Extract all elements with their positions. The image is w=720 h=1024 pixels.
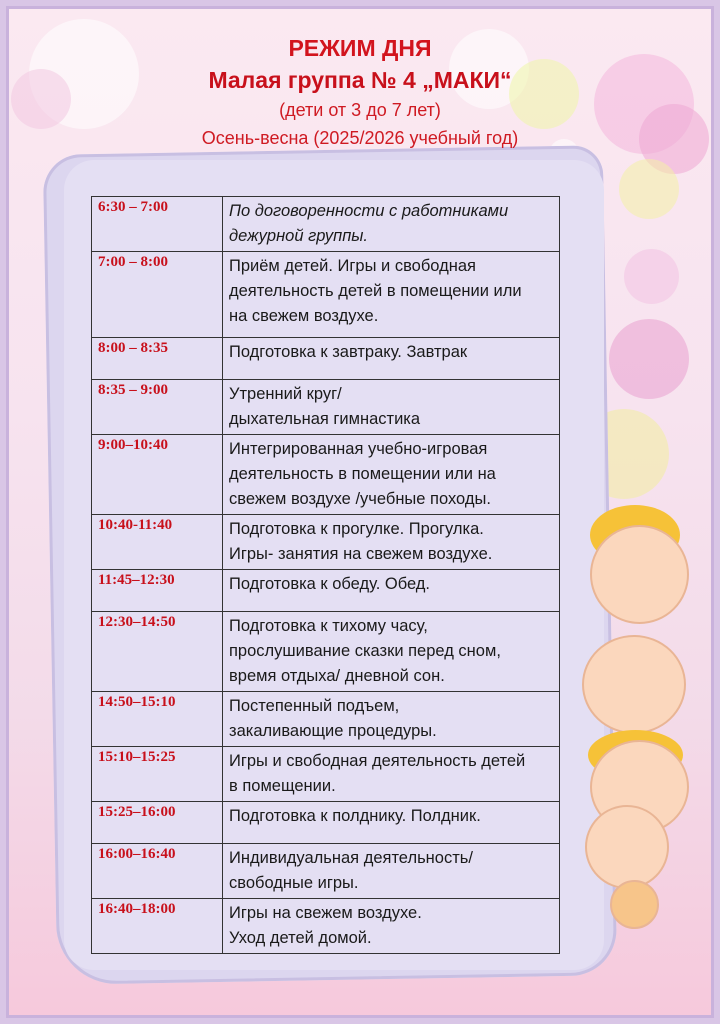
schedule-row — [92, 747, 560, 802]
activity-line: Подготовка к тихому часу, — [229, 617, 428, 635]
activity-line: Утренний круг/ — [229, 385, 342, 403]
schedule-row — [92, 612, 560, 692]
schedule-activity — [223, 692, 560, 747]
activity-line: деятельность в помещении или на — [229, 465, 496, 483]
schedule-row — [92, 844, 560, 899]
activity-line: Игры и свободная деятельность детей — [229, 752, 526, 770]
activity-line: Подготовка к полднику. Полдник. — [229, 807, 481, 825]
activity-line: свежем воздухе /учебные походы. — [229, 490, 491, 508]
kids-illustration — [570, 505, 710, 935]
schedule-time: 8:00 – 8:35 — [92, 338, 223, 380]
schedule-activity — [223, 338, 560, 380]
activity-line: в помещении. — [229, 777, 336, 795]
schedule-time: 6:30 – 7:00 — [92, 197, 223, 252]
schedule-time: 11:45–12:30 — [92, 570, 223, 612]
activity-line: Постепенный подъем, — [229, 697, 400, 715]
activity-line: свободные игры. — [229, 874, 359, 892]
schedule-activity — [223, 612, 560, 692]
schedule-row — [92, 570, 560, 612]
schedule-table — [91, 196, 560, 954]
activity-line: По договоренности с работниками — [229, 202, 509, 220]
schedule-activity — [223, 380, 560, 435]
activity-line: время отдыха/ дневной сон. — [229, 667, 445, 685]
schedule-row — [92, 802, 560, 844]
schedule-time: 12:30–14:50 — [92, 612, 223, 692]
cat-face — [610, 880, 659, 929]
activity-line: Уход детей домой. — [229, 929, 372, 947]
activity-line: деятельность детей в помещении или — [229, 282, 522, 300]
schedule-row — [92, 197, 560, 252]
activity-line: дыхательная гимнастика — [229, 410, 421, 428]
schedule-time: 15:10–15:25 — [92, 747, 223, 802]
child-face — [585, 805, 669, 889]
schedule-time: 9:00–10:40 — [92, 435, 223, 515]
schedule-time: 7:00 – 8:00 — [92, 252, 223, 338]
activity-line: Приём детей. Игры и свободная — [229, 257, 476, 275]
schedule-time: 16:40–18:00 — [92, 899, 223, 954]
child-face — [590, 525, 689, 624]
schedule-activity — [223, 747, 560, 802]
activity-line: на свежем воздухе. — [229, 307, 379, 325]
bubble-decoration — [609, 319, 689, 399]
activity-line: дежурной группы. — [229, 227, 368, 245]
activity-line: закаливающие процедуры. — [229, 722, 437, 740]
page-header — [0, 32, 720, 152]
schedule-row — [92, 380, 560, 435]
group-name: Малая группа № 4 „МАКИ“ — [208, 67, 512, 93]
schedule-time: 14:50–15:10 — [92, 692, 223, 747]
schedule-activity — [223, 435, 560, 515]
schedule-row — [92, 252, 560, 338]
page-title: РЕЖИМ ДНЯ — [288, 35, 432, 61]
schedule-activity — [223, 802, 560, 844]
schedule-activity — [223, 844, 560, 899]
schedule-time: 15:25–16:00 — [92, 802, 223, 844]
schedule-time: 8:35 – 9:00 — [92, 380, 223, 435]
child-face — [582, 635, 686, 734]
schedule-activity — [223, 252, 560, 338]
schedule-row — [92, 515, 560, 570]
schedule-time: 16:00–16:40 — [92, 844, 223, 899]
bubble-decoration — [619, 159, 679, 219]
activity-line: Индивидуальная деятельность/ — [229, 849, 473, 867]
schedule-row — [92, 435, 560, 515]
activity-line: Игры на свежем воздухе. — [229, 904, 422, 922]
activity-line: Игры- занятия на свежем воздухе. — [229, 545, 493, 563]
activity-line: Интегрированная учебно-игровая — [229, 440, 488, 458]
schedule-activity — [223, 197, 560, 252]
activity-line: Подготовка к завтраку. Завтрак — [229, 343, 468, 361]
schedule-activity — [223, 899, 560, 954]
schedule-activity — [223, 515, 560, 570]
schedule-row — [92, 899, 560, 954]
season-label: Осень-весна (2025/2026 учебный год) — [201, 128, 519, 148]
schedule-row — [92, 338, 560, 380]
activity-line: Подготовка к прогулке. Прогулка. — [229, 520, 484, 538]
schedule-activity — [223, 570, 560, 612]
schedule-time: 10:40-11:40 — [92, 515, 223, 570]
bubble-decoration — [624, 249, 679, 304]
age-range: (дети от 3 до 7 лет) — [279, 100, 441, 120]
schedule-row — [92, 692, 560, 747]
activity-line: Подготовка к обеду. Обед. — [229, 575, 431, 593]
activity-line: прослушивание сказки перед сном, — [229, 642, 501, 660]
